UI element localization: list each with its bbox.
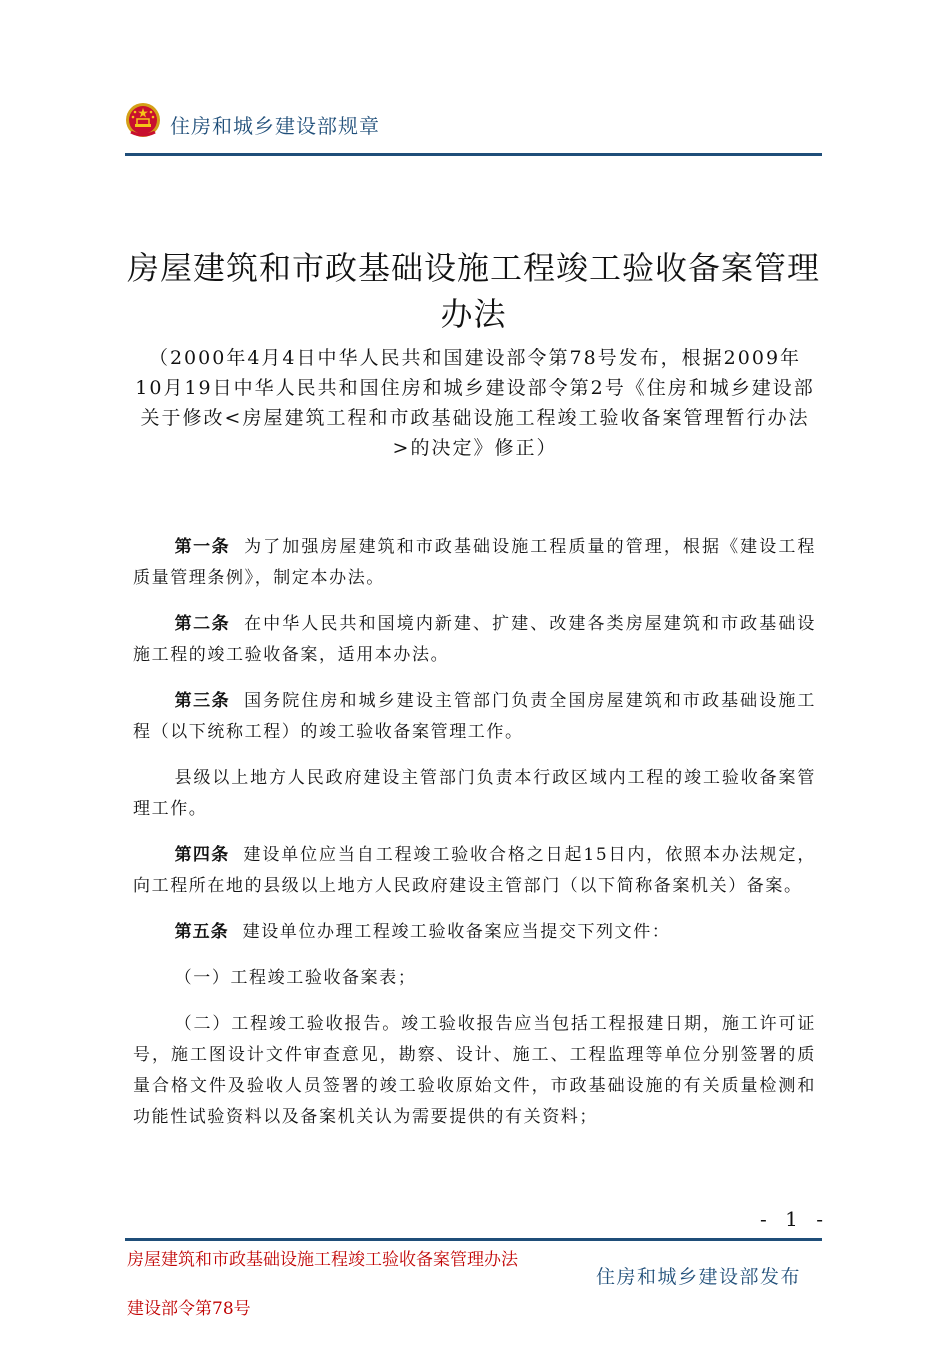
footer-divider	[125, 1238, 822, 1241]
article-paragraph	[133, 763, 816, 825]
header-title: 住房和城乡建设部规章	[170, 114, 380, 138]
page-header	[125, 102, 822, 157]
article-label: 第一条	[174, 537, 231, 557]
article-paragraph	[133, 609, 816, 671]
document-revision-note: （2000年4月4日中华人民共和国建设部令第78号发布，根据2009年10月19日中华人民共和国住房和城乡建设部令第2号《住房和城乡建设部关于修改<房屋建筑工程和市政基础设施工程竣工验收备案管理暂行办法>的决定》修正）	[135, 347, 815, 459]
article-text: 建设单位办理工程竣工验收备案应当提交下列文件：	[242, 922, 671, 942]
article-text: （二）工程竣工验收报告。竣工验收报告应当包括工程报建日期，施工许可证号，施工图设计文件审查意见，勘察、设计、施工、工程监理等单位分别签署的质量合格文件及验收人员签署的竣工验收原始文件，市政基础设施的有关质量检测和功能性试验资料以及备案机关认为需要提供的有关资料；	[133, 1014, 816, 1127]
article-paragraph	[133, 917, 816, 948]
header-divider	[125, 153, 822, 156]
article-label: 第三条	[174, 691, 231, 711]
article-paragraph	[133, 1009, 816, 1133]
article-text: 县级以上地方人民政府建设主管部门负责本行政区域内工程的竣工验收备案管理工作。	[133, 768, 816, 819]
footer-publisher: 住房和城乡建设部发布	[596, 1266, 802, 1288]
national-emblem-icon	[125, 102, 161, 138]
article-label: 第二条	[174, 614, 231, 634]
footer-document-title: 房屋建筑和市政基础设施工程竣工验收备案管理办法	[127, 1250, 518, 1270]
article-paragraph	[133, 963, 816, 994]
article-label: 第四条	[174, 845, 230, 865]
article-text: 为了加强房屋建筑和市政基础设施工程质量的管理，根据《建设工程质量管理条例》，制定本办法。	[133, 537, 817, 588]
article-paragraph	[133, 686, 816, 748]
article-text: 在中华人民共和国境内新建、扩建、改建各类房屋建筑和市政基础设施工程的竣工验收备案，适用本办法。	[133, 614, 817, 665]
document-title: 房屋建筑和市政基础设施工程竣工验收备案管理办法	[126, 249, 820, 333]
article-text: 建设单位应当自工程竣工验收合格之日起15日内，依照本办法规定，向工程所在地的县级以上地方人民政府建设主管部门（以下简称备案机关）备案。	[133, 845, 816, 896]
article-label: 第五条	[174, 922, 229, 942]
page-number: - 1 -	[760, 1207, 829, 1231]
document-body	[133, 532, 816, 1148]
article-text: （一）工程竣工验收备案表；	[174, 968, 417, 988]
footer-decree-number: 建设部令第78号	[127, 1299, 251, 1319]
article-paragraph	[133, 532, 816, 594]
article-paragraph	[133, 840, 816, 902]
article-text: 国务院住房和城乡建设主管部门负责全国房屋建筑和市政基础设施工程（以下统称工程）的竣工验收备案管理工作。	[133, 691, 817, 742]
